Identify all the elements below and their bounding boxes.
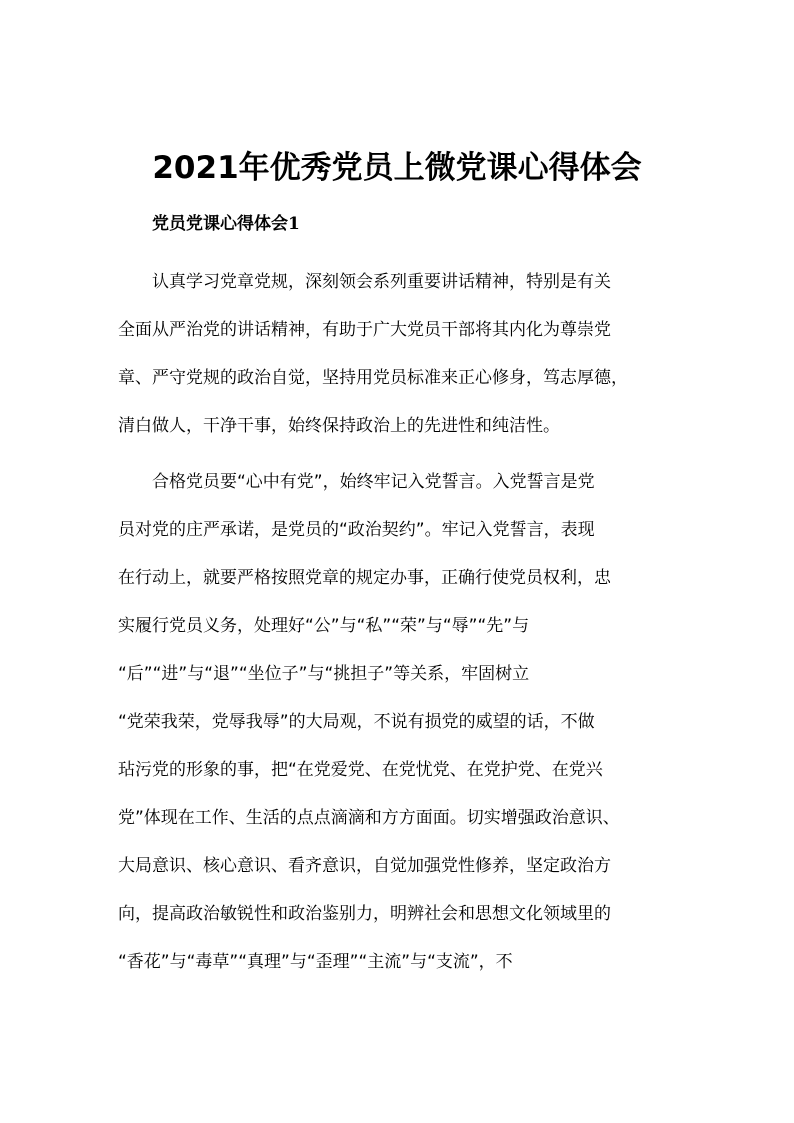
paragraph-2-line-3: 在行动上，就要严格按照党章的规定办事，正确行使党员权利，忠 — [118, 568, 611, 588]
paragraph-1-line-2: 全面从严治党的讲话精神，有助于广大党员干部将其内化为尊崇党 — [118, 320, 611, 340]
paragraph-2-line-9: 大局意识、核心意识、看齐意识，自觉加强党性修养，坚定政治方 — [118, 856, 611, 876]
paragraph-2-line-5: “后”“进”与“退”“坐位子”与“挑担子”等关系，牢固树立 — [118, 664, 530, 684]
document-title: 2021年优秀党员上微党课心得体会 — [152, 150, 642, 186]
paragraph-1-line-3: 章、严守党规的政治自觉，坚持用党员标准来正心修身，笃志厚德， — [118, 368, 628, 388]
paragraph-2-line-1: 合格党员要“心中有党”，始终牢记入党誓言。入党誓言是党 — [152, 472, 595, 492]
paragraph-2-line-8: 党”体现在工作、生活的点点滴滴和方方面面。切实增强政治意识、 — [118, 808, 620, 828]
paragraph-2-line-2: 员对党的庄严承诺，是党员的“政治契约”。牢记入党誓言，表现 — [118, 520, 595, 540]
paragraph-2-line-4: 实履行党员义务，处理好“公”与“私”“荣”与“辱”“先”与 — [118, 616, 530, 636]
paragraph-2-line-7: 玷污党的形象的事，把“在党爱党、在党忧党、在党护党、在党兴 — [118, 760, 603, 780]
paragraph-2-line-10: 向，提高政治敏锐性和政治鉴别力，明辨社会和思想文化领域里的 — [118, 904, 611, 924]
paragraph-1-line-4: 清白做人，干净干事，始终保持政治上的先进性和纯洁性。 — [118, 416, 560, 436]
paragraph-1-line-1: 认真学习党章党规，深刻领会系列重要讲话精神，特别是有关 — [152, 272, 611, 292]
paragraph-2-line-6: “党荣我荣，党辱我辱”的大局观，不说有损党的威望的话，不做 — [118, 712, 595, 732]
paragraph-2-line-11: “香花”与“毒草”“真理”与“歪理”“主流”与“支流”，不 — [118, 952, 513, 972]
section-heading: 党员党课心得体会1 — [152, 214, 300, 234]
